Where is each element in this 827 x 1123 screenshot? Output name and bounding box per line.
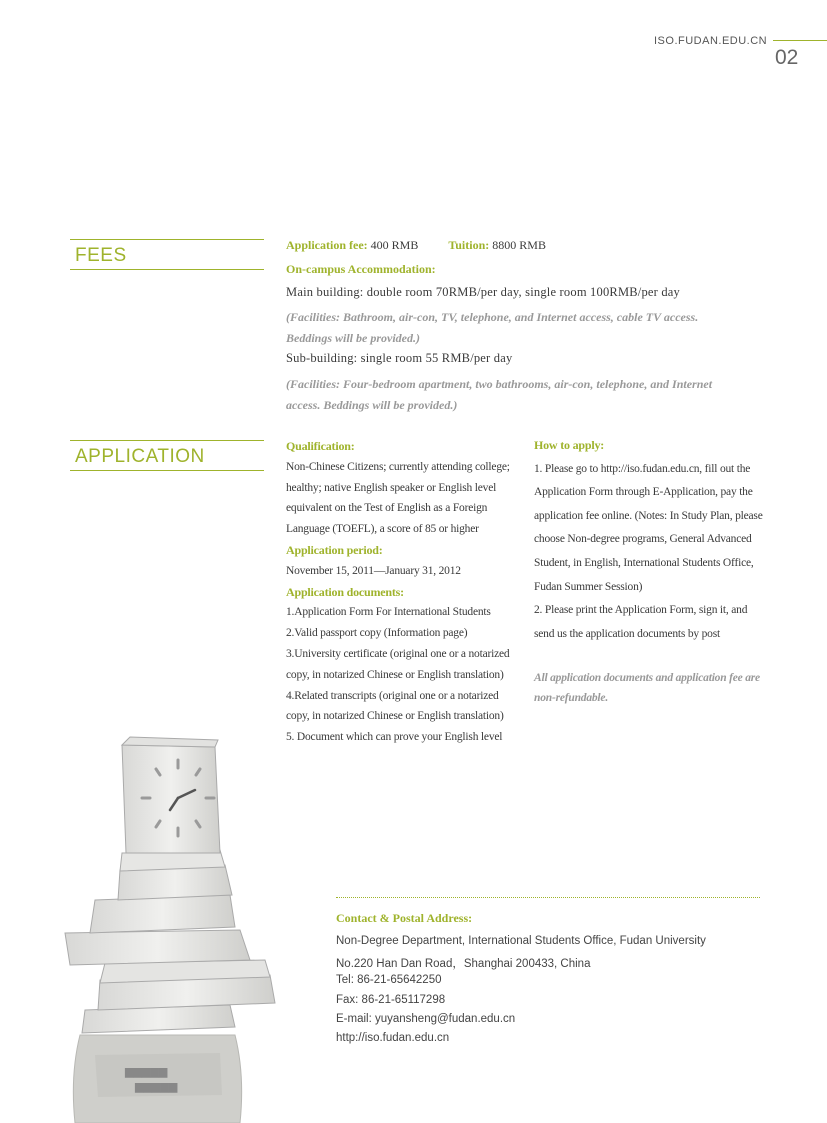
fee-line — [286, 238, 546, 253]
contact-heading: Contact & Postal Address: — [336, 911, 473, 925]
header-rule — [773, 40, 827, 41]
main-building-text: Main building: double room 70RMB/per day, single room 100RMB/per day — [286, 285, 681, 299]
how-to-apply-step-1: 1. Please go to http://iso.fudan.edu.cn, fill out the Application Form through E-Application, pay the application fee online. (Notes: In Study Plan, please choose Non-degree programs, General Advanced Student, in English, International Students Office, Fudan Summer Session) — [534, 462, 763, 593]
contact-address: No.220 Han Dan Road，Shanghai 200433, China — [336, 958, 591, 970]
application-fee-label: Application fee: — [286, 238, 368, 252]
non-refundable-note: All application documents and application fee are non-refundable. — [534, 672, 760, 705]
document-item: 1.Application Form For International Students — [286, 606, 491, 619]
documents-label: Application documents: — [286, 584, 404, 599]
sub-building-text: Sub-building: single room 55 RMB/per day — [286, 351, 513, 365]
fees-heading: FEES — [75, 245, 127, 266]
sub-facilities-note: (Facilities: Four-bedroom apartment, two bathrooms, air-con, telephone, and Internet access. Beddings will be provided.) — [286, 377, 713, 412]
accommodation-label: On-campus Accommodation: — [286, 262, 436, 276]
contact-email[interactable]: E-mail: yuyansheng@fudan.edu.cn — [336, 1013, 516, 1025]
tuition-value: 8800 RMB — [492, 238, 546, 252]
page-number: 02 — [775, 46, 799, 69]
contact-website-link[interactable]: http://iso.fudan.edu.cn — [336, 1032, 450, 1044]
period-text: November 15, 2011—January 31, 2012 — [286, 564, 461, 577]
book-clock-sculpture-image — [60, 735, 285, 1123]
period-label: Application period: — [286, 542, 383, 557]
document-item: 2.Valid passport copy (Information page) — [286, 627, 468, 640]
svg-text:▆▆▆▆▆: ▆▆▆▆▆ — [125, 1065, 168, 1078]
qualification-label: Qualification: — [286, 439, 355, 453]
fees-rule-top — [70, 239, 264, 240]
application-right-column — [534, 434, 766, 708]
contact-divider — [336, 897, 760, 898]
how-to-apply-label: How to apply: — [534, 438, 605, 452]
application-heading: APPLICATION — [75, 446, 205, 467]
application-left-column — [286, 436, 518, 748]
how-to-apply-step-2: 2. Please print the Application Form, sign it, and send us the application documents by post — [534, 604, 748, 640]
site-url[interactable]: ISO.FUDAN.EDU.CN — [654, 35, 768, 47]
document-item: 5. Document which can prove your English level — [286, 731, 503, 744]
main-facilities-note: (Facilities: Bathroom, air-con, TV, telephone, and Internet access, cable TV access. Beddings will be provided.) — [286, 310, 699, 345]
document-item: 4.Related transcripts (original one or a notarized copy, in notarized Chinese or English translation) — [286, 689, 504, 723]
contact-department: Non-Degree Department, International Students Office, Fudan University — [336, 935, 706, 947]
application-fee-value: 400 RMB — [370, 238, 419, 252]
tuition-label: Tuition: — [448, 238, 490, 252]
application-rule-bottom — [70, 470, 264, 471]
qualification-text: Non-Chinese Citizens; currently attending college; healthy; native English speaker or English level equivalent on the Test of English as a Foreign Language (TOEFL), a score of 85 or higher — [286, 460, 510, 536]
document-item: 3.University certificate (original one or a notarized copy, in notarized Chinese or English translation) — [286, 647, 510, 681]
contact-fax: Fax: 86-21-65117298 — [336, 994, 446, 1006]
svg-text:▆▆▆▆▆: ▆▆▆▆▆ — [135, 1080, 178, 1093]
contact-tel: Tel: 86-21-65642250 — [336, 974, 442, 986]
fees-rule-bottom — [70, 269, 264, 270]
application-rule-top — [70, 440, 264, 441]
